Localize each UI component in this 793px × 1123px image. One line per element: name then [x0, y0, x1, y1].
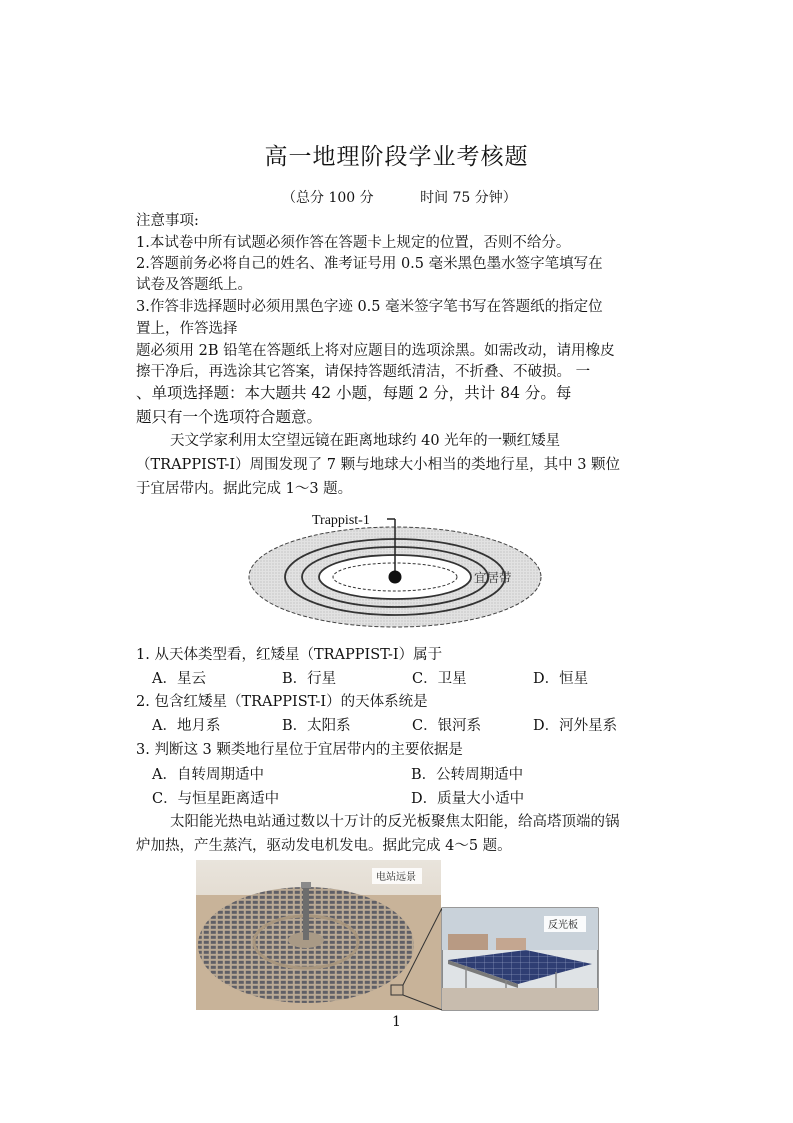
q2-option-a: A．地月系 — [152, 718, 221, 734]
time-limit: 时间 75 分钟） — [420, 190, 517, 206]
q3-option-b: B．公转周期适中 — [411, 767, 524, 783]
note-line-2a: 2.答题前务必将自己的姓名、准考证号用 0.5 毫米黑色墨水签字笔填写在 — [136, 256, 603, 272]
reflector-panel-photo — [442, 908, 598, 1010]
passage1-line-1: 天文学家利用太空望远镜在距离地球约 40 光年的一颗红矮星 — [170, 433, 561, 449]
q2-option-d: D．河外星系 — [533, 718, 618, 734]
section-heading-2: 题只有一个选项符合题意。 — [136, 408, 323, 426]
habitable-zone-diagram — [245, 500, 545, 635]
note-line-3b: 置上，作答选择 — [136, 321, 238, 337]
total-score: （总分 100 分 — [282, 190, 374, 206]
section-heading-1: 、单项选择题：本大题共 42 小题，每题 2 分，共计 84 分。每 — [136, 384, 572, 402]
passage1-line-2: （TRAPPIST-I）周围发现了 7 颗与地球大小相当的类地行星，其中 3 颗位 — [136, 457, 621, 473]
solar-station-figure — [196, 860, 600, 1012]
q1-option-c: C．卫星 — [412, 671, 467, 687]
passage2-line-2: 炉加热，产生蒸汽，驱动发电机发电。据此完成 4～5 题。 — [136, 838, 512, 854]
note-line-1: 1.本试卷中所有试题必须作答在答题卡上规定的位置，否则不给分。 — [136, 235, 571, 251]
question-1-stem: 1. 从天体类型看，红矮星（TRAPPIST-I）属于 — [136, 647, 443, 663]
zone-label: 宜居带 — [474, 570, 512, 585]
passage2-line-1: 太阳能光热电站通过数以十万计的反光板聚焦太阳能，给高塔顶端的锅 — [170, 814, 620, 830]
q2-option-b: B．太阳系 — [282, 718, 351, 734]
question-3-stem: 3. 判断这 3 颗类地行星位于宜居带内的主要依据是 — [136, 742, 463, 758]
q3-option-c: C．与恒星距离适中 — [152, 791, 280, 807]
q3-option-a: A．自转周期适中 — [152, 767, 264, 783]
far-view-label: 电站远景 — [376, 872, 416, 883]
passage1-line-3: 于宜居带内。据此完成 1～3 题。 — [136, 481, 353, 497]
note-line-4a: 题必须用 2B 铅笔在答题纸上将对应题目的选项涂黑。如需改动，请用橡皮 — [136, 343, 615, 359]
q1-option-d: D．恒星 — [533, 671, 589, 687]
q1-option-b: B．行星 — [282, 671, 337, 687]
q1-option-a: A．星云 — [152, 671, 206, 687]
note-line-4b: 擦干净后，再选涂其它答案，请保持答题纸清洁，不折叠、不破损。 一 — [136, 364, 591, 380]
red-dwarf-star — [389, 571, 402, 584]
reflector-label: 反光板 — [548, 920, 578, 931]
star-label: Trappist-1 — [312, 513, 370, 528]
q2-option-c: C．银河系 — [412, 718, 482, 734]
note-line-3a: 3.作答非选择题时必须用黑色字迹 0.5 毫米签字笔书写在答题纸的指定位 — [136, 299, 603, 315]
station-far-view-photo — [196, 860, 441, 1010]
note-line-2b: 试卷及答题纸上。 — [136, 277, 252, 293]
page-number: 1 — [392, 1014, 401, 1030]
exam-info — [282, 187, 517, 207]
notes-heading: 注意事项: — [136, 213, 199, 229]
question-2-stem: 2. 包含红矮星（TRAPPIST-I）的天体系统是 — [136, 694, 428, 710]
q3-option-d: D．质量大小适中 — [411, 791, 525, 807]
page-title: 高一地理阶段学业考核题 — [264, 144, 529, 170]
